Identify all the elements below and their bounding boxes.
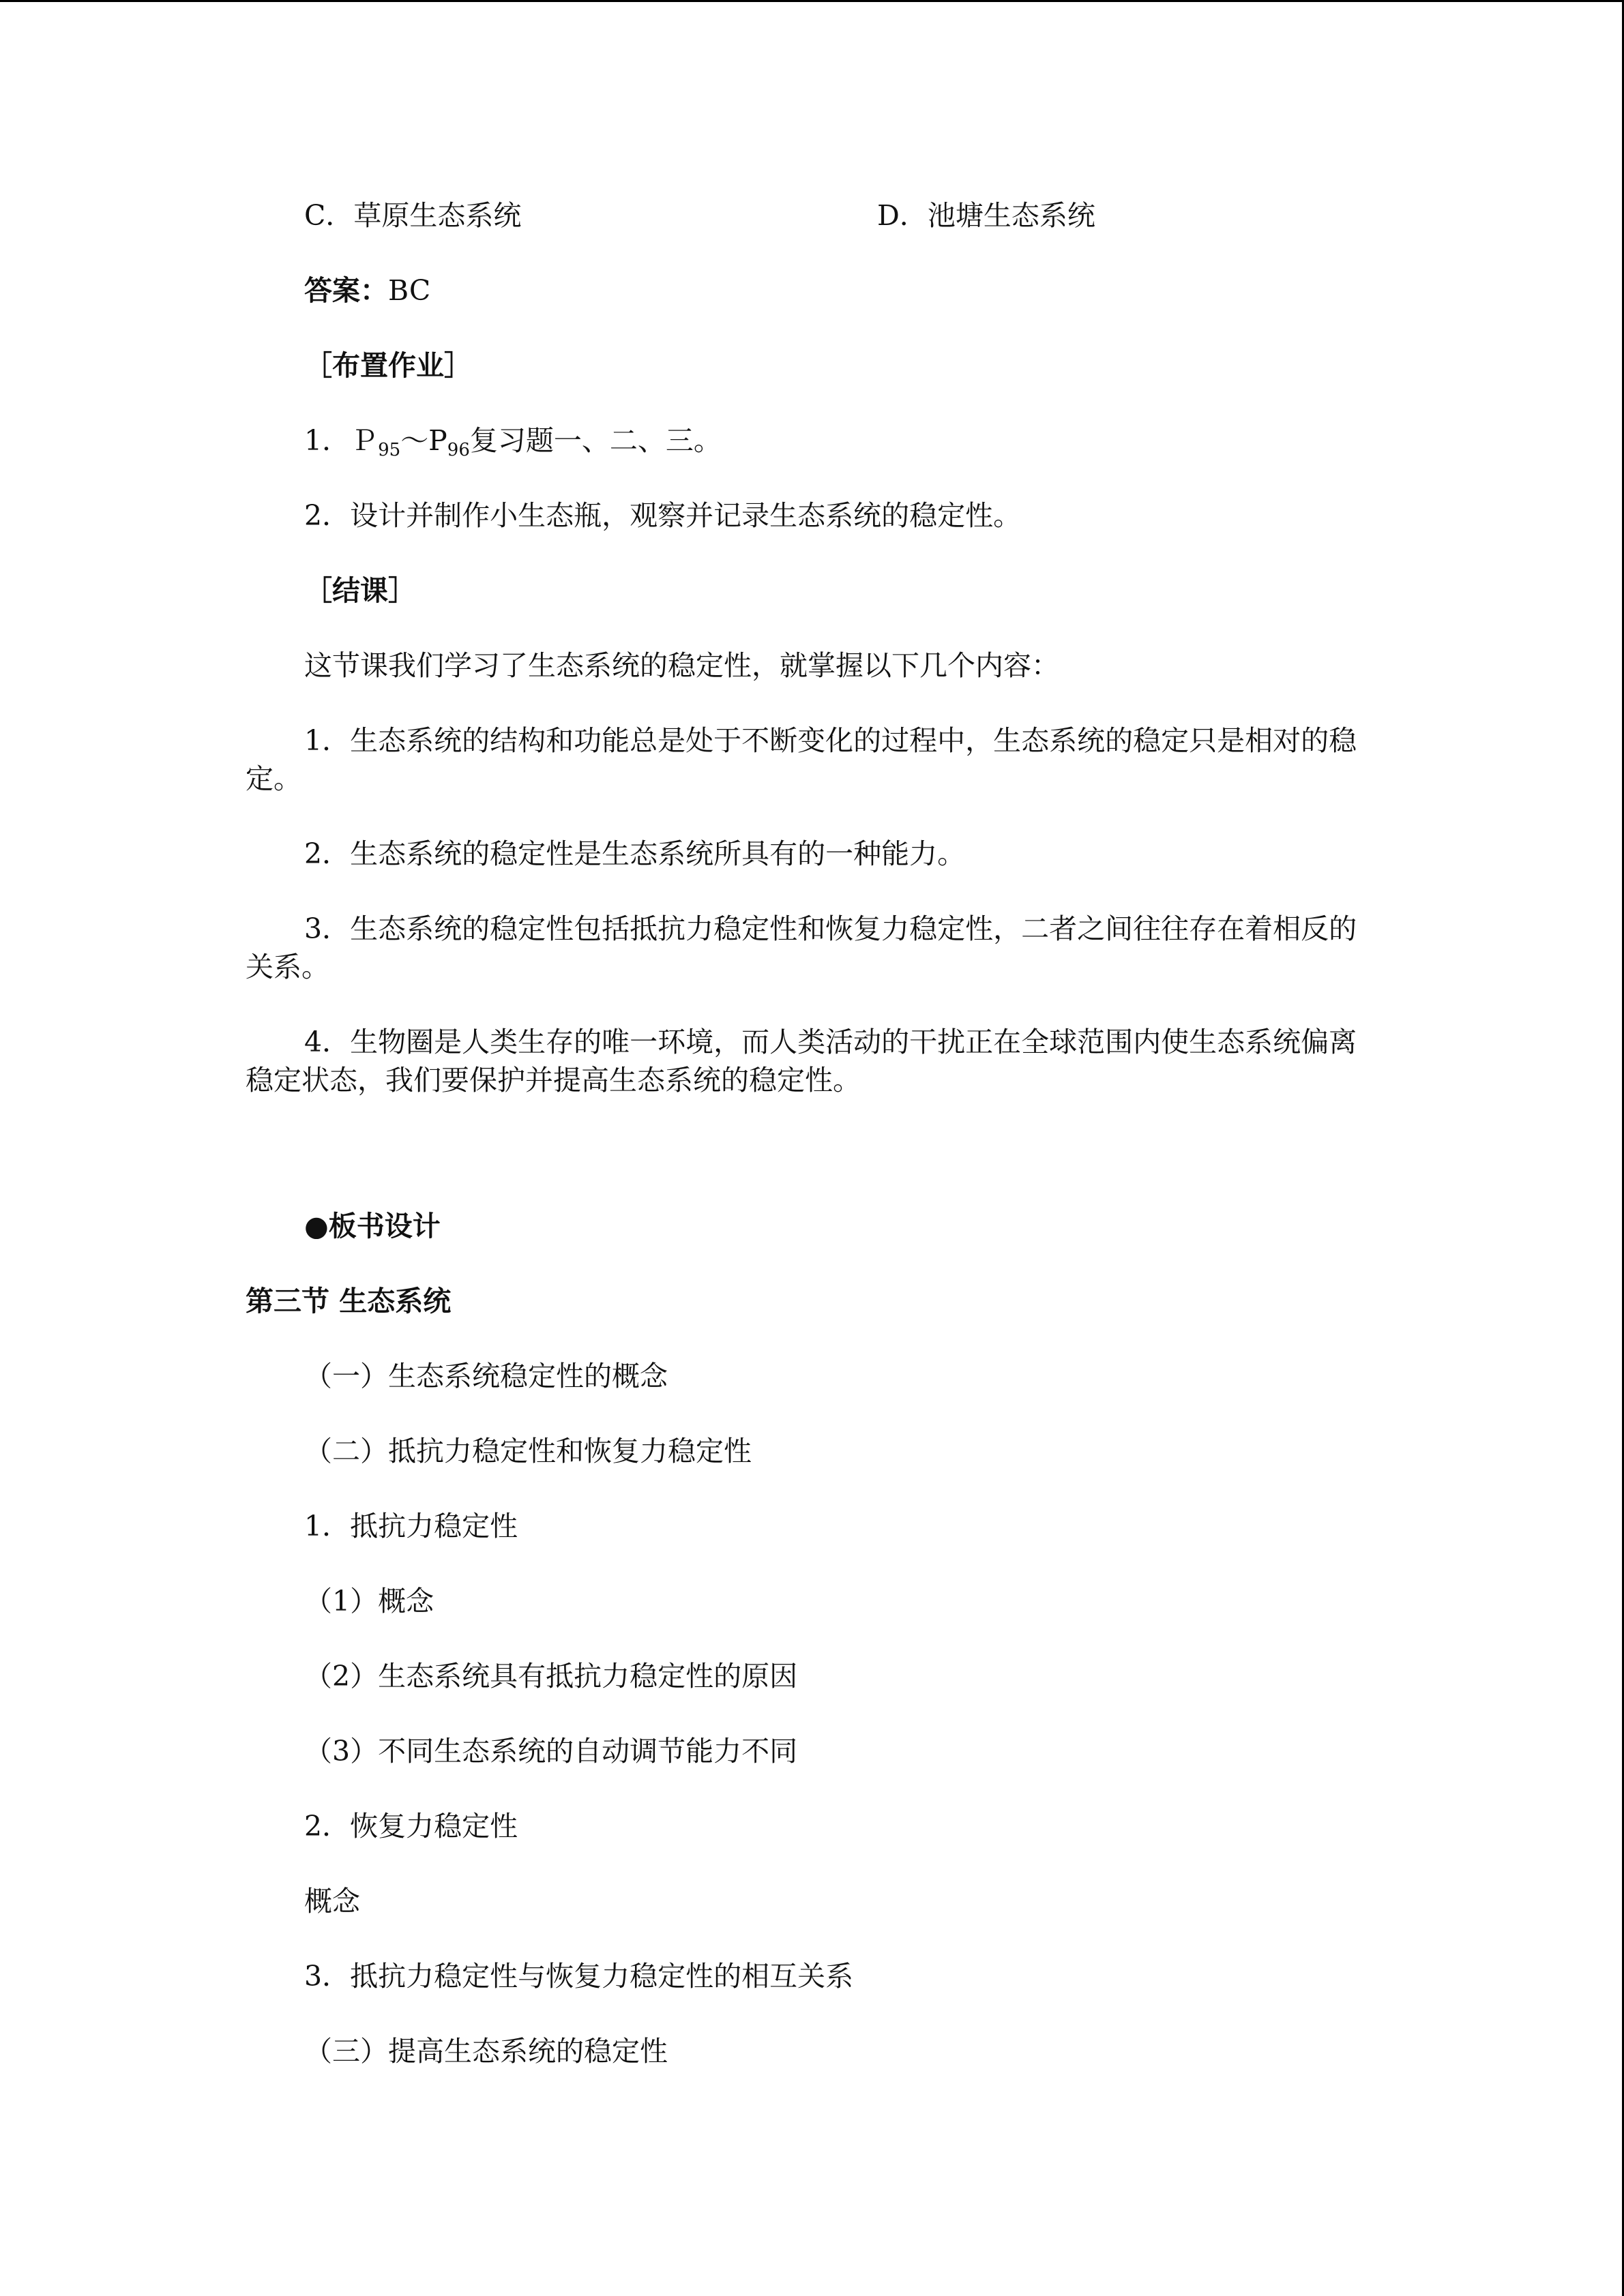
homework-item-2: 2．设计并制作小生态瓶，观察并记录生态系统的稳定性。 — [304, 499, 1022, 532]
board-line-10: （三）提高生态系统的稳定性 — [304, 2035, 668, 2068]
summary-point-2: 2．生态系统的稳定性是生态系统所具有的一种能力。 — [304, 837, 966, 870]
board-line-4: （1）概念 — [304, 1585, 434, 1617]
board-heading: ●板书设计 — [304, 1210, 441, 1242]
summary-heading: ［结课］ — [304, 574, 416, 607]
answer-label: 答案： — [304, 274, 388, 307]
option-d: D．池塘生态系统 — [877, 199, 1095, 232]
homework-item-1-sub1: 95 — [378, 440, 401, 460]
board-line-3: 1．抵抗力稳定性 — [304, 1510, 518, 1542]
homework-item-1-suffix: 复习题一、二、三。 — [469, 424, 722, 457]
board-line-7: 2．恢复力稳定性 — [304, 1810, 518, 1843]
summary-intro: 这节课我们学习了生态系统的稳定性，就掌握以下几个内容： — [304, 649, 1059, 682]
homework-item-1-mid: ～P — [400, 424, 447, 457]
summary-point-4: 4．生物圈是人类生存的唯一环境，而人类活动的干扰正在全球范围内使生态系统偏离稳定状态，我们要保护并提高生态系统的稳定性。 — [246, 1026, 1357, 1097]
board-line-9: 3．抵抗力稳定性与恢复力稳定性的相互关系 — [304, 1960, 854, 1993]
page-border-top — [0, 0, 1624, 2]
homework-item-1 — [304, 421, 722, 469]
summary-point-3: 3．生态系统的稳定性包括抵抗力稳定性和恢复力稳定性，二者之间往往存在着相反的关系。 — [246, 912, 1357, 983]
board-line-6: （3）不同生态系统的自动调节能力不同 — [304, 1735, 798, 1768]
board-line-5: （2）生态系统具有抵抗力稳定性的原因 — [304, 1660, 798, 1693]
homework-heading: ［布置作业］ — [304, 349, 472, 382]
answer-line — [304, 271, 430, 310]
board-line-2: （二）抵抗力稳定性和恢复力稳定性 — [304, 1435, 752, 1467]
homework-item-1-prefix: 1．Ｐ — [304, 424, 379, 457]
summary-point-1: 1．生态系统的结构和功能总是处于不断变化的过程中，生态系统的稳定只是相对的稳定。 — [246, 724, 1357, 795]
homework-item-1-sub2: 96 — [447, 440, 470, 460]
answer-value: BC — [388, 274, 431, 307]
board-line-8: 概念 — [304, 1885, 360, 1918]
board-line-1: （一）生态系统稳定性的概念 — [304, 1360, 668, 1392]
board-section-title: 第三节 生态系统 — [246, 1285, 452, 1317]
option-c: C．草原生态系统 — [304, 199, 522, 232]
